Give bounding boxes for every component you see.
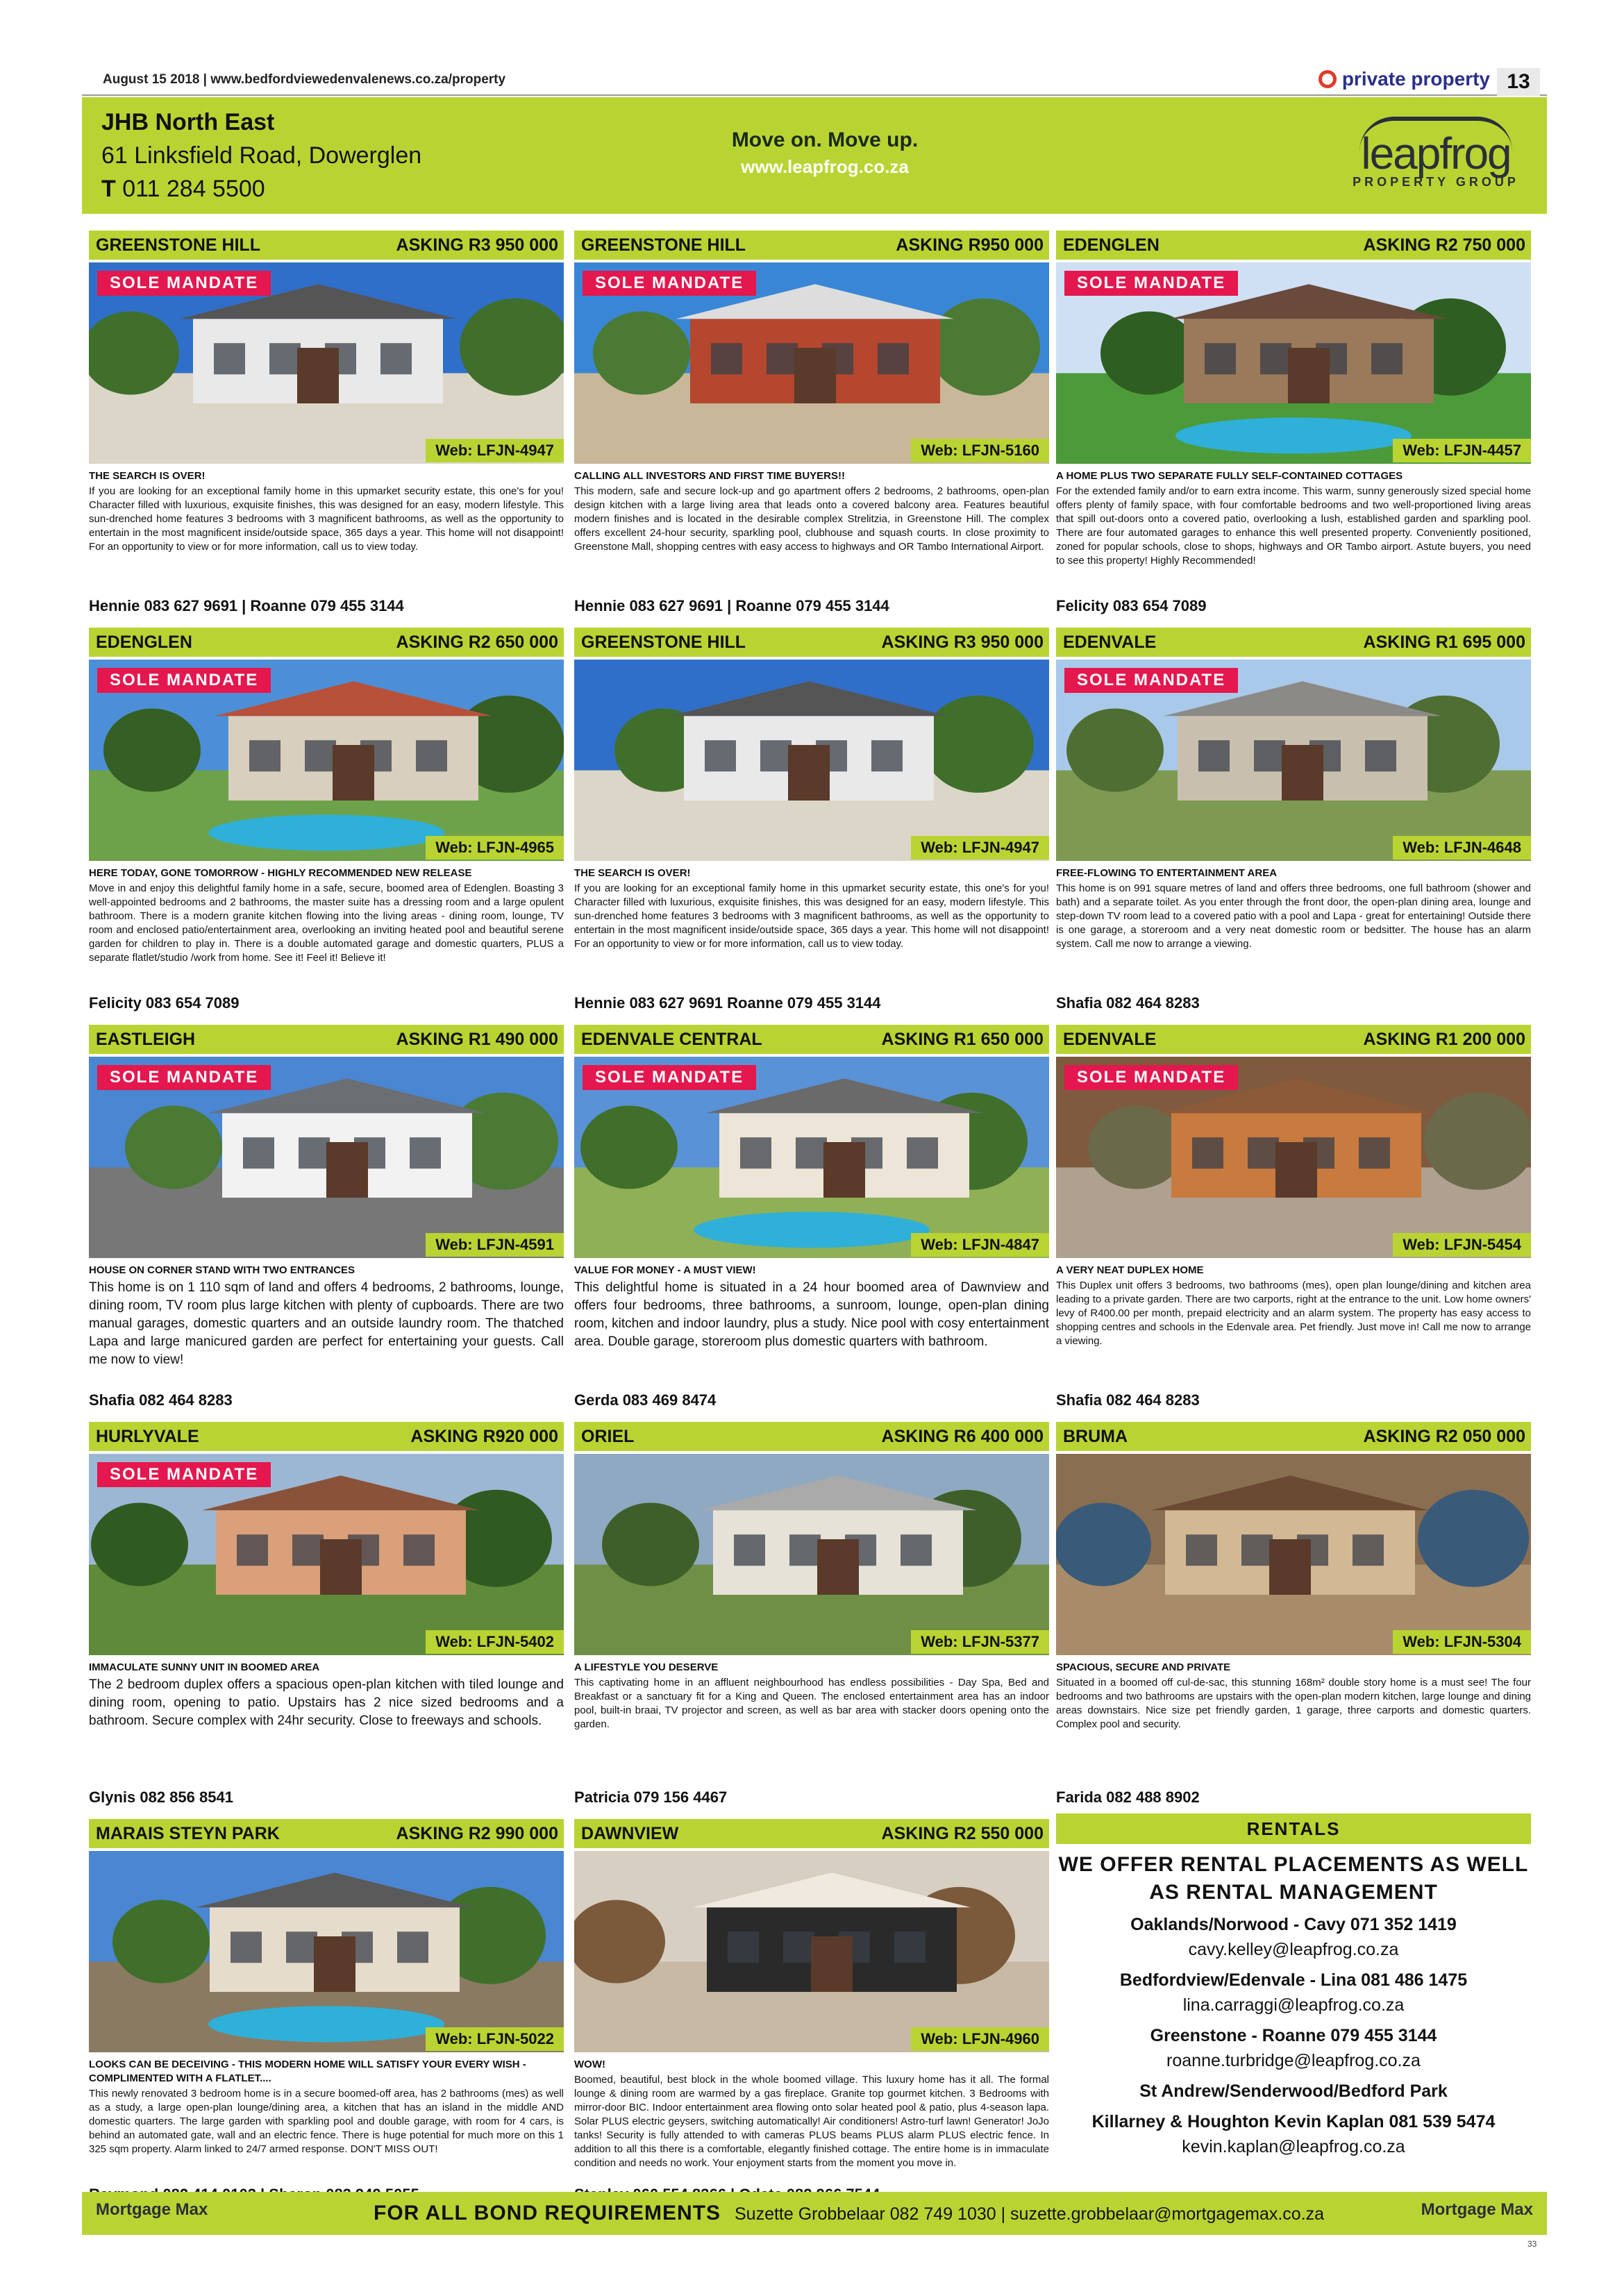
- listing-bar: [574, 628, 1049, 657]
- listing-web-ref[interactable]: Web: LFJN-5304: [1393, 1630, 1531, 1654]
- listing-price: ASKING R3 950 000: [881, 632, 1044, 652]
- rental-contact-email[interactable]: cavy.kelley@leapfrog.co.za: [1188, 1940, 1399, 1959]
- listing-bar: [574, 1025, 1049, 1054]
- listing-price: ASKING R920 000: [410, 1427, 558, 1446]
- listing-card[interactable]: [89, 1422, 564, 1808]
- listing-headline: IMMACULATE SUNNY UNIT IN BOOMED AREA: [89, 1661, 320, 1673]
- listing-headline: FREE-FLOWING TO ENTERTAINMENT AREA: [1056, 867, 1278, 879]
- listing-contact[interactable]: Hennie 083 627 9691 | Roanne 079 455 3144: [89, 597, 404, 614]
- listing-photo[interactable]: [574, 1454, 1049, 1655]
- listing-photo[interactable]: [1056, 1454, 1531, 1655]
- listing-description: Boomed, beautiful, best block in the whole boomed village. This luxury home has it all. The formal lounge & dining room are warmed by a gas fireplace. Granite top gourmet kitchen. 3 Bedrooms with mirror-door BIC. Indoor entertainment area flowing onto solar heated pool & patio, plus 4-season lapa. Solar PLUS electric geysers, switching automatically! Air conditioners! Astro-turf lawn! Generator! JoJo tanks! Security is fully attended to with cameras PLUS beams PLUS alarm PLUS electric fence. In addition to all this there is a comfortable, elegantly finished cottage. The entire home is in immaculate condition and needs no work. Your enjoyment starts from the moment you move in.: [574, 2074, 1049, 2169]
- listing-card[interactable]: [1056, 1422, 1531, 1808]
- rental-contact-email[interactable]: lina.carraggi@leapfrog.co.za: [1182, 1995, 1405, 2015]
- listing-description: This modern, safe and secure lock-up and go apartment offers 2 bedrooms, 2 bathrooms, open-plan design kitchen with a large living area that leads onto a covered balcony area. Features beautiful modern finishes and is located in the desirable complex Strelitzia, in Greenstone Hill. The complex offers excellent 24-hour security, sparkling pool, clubhouse and squash courts. In close proximity to Greenstone Mall, shopping centres with easy access to highways and OR Tambo International Airport.: [574, 485, 1049, 553]
- listing-web-ref[interactable]: Web: LFJN-5022: [426, 2027, 564, 2051]
- listing-card[interactable]: [89, 231, 564, 617]
- listing-area: EDENVALE CENTRAL: [581, 1030, 762, 1049]
- office-name: JHB North East: [101, 109, 275, 135]
- rental-contact-name: Bedfordview/Edenvale - Lina 081 486 1475: [1119, 1970, 1468, 1990]
- listing-price: ASKING R1 200 000: [1363, 1030, 1525, 1049]
- listing-contact[interactable]: Felicity 083 654 7089: [1056, 597, 1207, 614]
- listing-price: ASKING R6 400 000: [881, 1427, 1044, 1446]
- listing-area: EASTLEIGH: [96, 1030, 196, 1049]
- listing-card[interactable]: [574, 628, 1049, 1014]
- listing-headline: A HOME PLUS TWO SEPARATE FULLY SELF-CONTAINED COTTAGES: [1056, 470, 1403, 482]
- listing-price: ASKING R2 750 000: [1363, 235, 1525, 255]
- listing-price: ASKING R3 950 000: [396, 235, 558, 255]
- sole-mandate-badge: SOLE MANDATE: [583, 271, 756, 296]
- listing-area: GREENSTONE HILL: [581, 632, 746, 652]
- listing-card[interactable]: [1056, 628, 1531, 1014]
- listing-description: This captivating home in an affluent neighbourhood has endless possibilities - Day Spa, Bed and Breakfast or a sanctuary fit for a King and Queen. The enclosed entertainment area has an indoor pool, built-in braai, TV projector and screen, as well as bar area with stacker doors opening onto the garden.: [574, 1677, 1049, 1730]
- office-address: 61 Linksfield Road, Dowerglen: [101, 142, 422, 169]
- leapfrog-logo: [1346, 117, 1526, 190]
- phone-prefix: T: [101, 176, 116, 202]
- listing-bar: [574, 1819, 1049, 1848]
- tagline: Move on. Move up.: [731, 128, 919, 151]
- listing-web-ref[interactable]: Web: LFJN-5160: [911, 439, 1049, 462]
- sole-mandate-badge: SOLE MANDATE: [97, 668, 271, 693]
- office-phone: 011 284 5500: [122, 176, 265, 202]
- listing-contact[interactable]: Shafia 082 464 8283: [1056, 994, 1200, 1012]
- bond-contact[interactable]: Suzette Grobbelaar 082 749 1030 | suzette.grobbelaar@mortgagemax.co.za: [735, 2204, 1325, 2224]
- listing-card[interactable]: [89, 1025, 564, 1411]
- rental-contact-email[interactable]: kevin.kaplan@leapfrog.co.za: [1182, 2137, 1405, 2156]
- sole-mandate-badge: SOLE MANDATE: [97, 1462, 271, 1487]
- agency-header: [82, 97, 1547, 214]
- rental-contact-name: Killarney & Houghton Kevin Kaplan 081 539 5474: [1091, 2112, 1496, 2131]
- rentals-title-line1: WE OFFER RENTAL PLACEMENTS AS WELL: [1058, 1853, 1529, 1876]
- dateline: August 15 2018 | www.bedfordviewedenvalenews.co.za/property: [103, 72, 506, 87]
- rental-contact-name: St Andrew/Senderwood/Bedford Park: [1139, 2081, 1448, 2101]
- listing-description: This delightful home is situated in a 24 hour boomed area of Dawnview and offers four bedrooms, three bathrooms, a sunroom, lounge, open-plan dining room, kitchen and indoor laundry, plus a study. Nice pool with cosy entertainment area. Double garage, storeroom plus domestic quarters with bathroom.: [574, 1280, 1049, 1349]
- website-link[interactable]: www.leapfrog.co.za: [741, 156, 909, 177]
- location-pin-icon: [1319, 70, 1337, 88]
- listing-description: The 2 bedroom duplex offers a spacious open-plan kitchen with tiled lounge and dining room, opening to patio. Upstairs has 2 nice sized bedrooms and a bathroom. Secure complex with 24hr security. Close to freeways and schools.: [89, 1677, 564, 1728]
- listing-bar: [89, 1422, 564, 1451]
- listing-contact[interactable]: Hennie 083 627 9691 | Roanne 079 455 3144: [574, 597, 889, 614]
- sole-mandate-badge: SOLE MANDATE: [583, 1065, 756, 1090]
- listing-web-ref[interactable]: Web: LFJN-4847: [911, 1233, 1049, 1257]
- listing-web-ref[interactable]: Web: LFJN-5454: [1393, 1233, 1531, 1257]
- listing-contact[interactable]: Glynis 082 856 8541: [89, 1788, 233, 1806]
- top-strip: [82, 68, 1547, 96]
- listing-contact[interactable]: Gerda 083 469 8474: [574, 1391, 717, 1409]
- listing-bar: [89, 1819, 564, 1848]
- listing-headline: HOUSE ON CORNER STAND WITH TWO ENTRANCES: [89, 1264, 355, 1276]
- sole-mandate-badge: SOLE MANDATE: [97, 1065, 271, 1090]
- listing-headline: HERE TODAY, GONE TOMORROW - HIGHLY RECOMMENDED NEW RELEASE: [89, 867, 472, 879]
- tagline-block: [665, 128, 985, 178]
- listing-description: This home is on 991 square metres of land and offers three bedrooms, one full bathroom (shower and bath) and a separate toilet. As you enter through the front door, the open-plan dining area, lounge and step-down TV room lead to a covered patio with a pool and Lapa - great for entertaining! Outside there is one garage, a storeroom and a very neat domestic room or bedsitter. The house has an alarm system. Call me now to arrange a viewing.: [1056, 882, 1531, 950]
- listing-card[interactable]: [1056, 1025, 1531, 1411]
- listing-price: ASKING R950 000: [896, 235, 1044, 255]
- listing-description: Move in and enjoy this delightful family home in a safe, secure, boomed area of Edenglen. Boasting 3 well-appointed bedrooms and 2 bathrooms, the master suite has a dressing room and a large opulent bathroom. There is a modern granite kitchen flowing into the living areas - dining room, lounge, TV room and enclosed patio/entertainment area, overlooking an inviting heated pool and beautiful serene garden for children to play in. There is a double automated garage and domestic quarters, PLUS a separate flatlet/studio /work from home. See it! Feel it! Believe it!: [89, 882, 564, 964]
- listing-card[interactable]: [89, 628, 564, 1014]
- footer-band: [82, 2192, 1547, 2235]
- listing-description: This Duplex unit offers 3 bedrooms, two bathrooms (mes), open plan lounge/dining and kitchen area leading to a private garden. There are two carports, right at the entrance to the unit. Low home owners' levy of R400.00 per month, prepaid electricity and an alarm system. The property has easy access to shopping centres and schools in the Edenvale area. Pet friendly. Just move in! Call me now to arrange a viewing.: [1056, 1280, 1531, 1347]
- listing-web-ref[interactable]: Web: LFJN-4965: [426, 836, 564, 860]
- listing-area: MARAIS STEYN PARK: [96, 1824, 280, 1843]
- listing-bar: [1056, 628, 1531, 657]
- sole-mandate-badge: SOLE MANDATE: [1064, 668, 1238, 693]
- listing-area: GREENSTONE HILL: [581, 235, 746, 255]
- listing-card[interactable]: [1056, 231, 1531, 617]
- logo-sub: PROPERTY GROUP: [1353, 175, 1519, 189]
- listing-area: EDENVALE: [1063, 632, 1157, 652]
- listing-web-ref[interactable]: Web: LFJN-4960: [911, 2027, 1049, 2051]
- sole-mandate-badge: SOLE MANDATE: [97, 271, 271, 296]
- listing-price: ASKING R2 650 000: [396, 632, 558, 652]
- listing-description: This newly renovated 3 bedroom home is in a secure boomed-off area, has 2 bathrooms (mes) as well as a study, a large open-plan lounge/dining area, a kitchen that has an island in the middle AND domestic quarters. The large garden with sparkling pool and double garage, with room for 4 cars, is behind an automated gate, wall and an electric fence. There is huge potential for much more on this 1 325 sqm property. Alarm linked to 24/7 armed response. DON'T MISS OUT!: [89, 2088, 564, 2155]
- rentals-bar: RENTALS: [1056, 1813, 1531, 1844]
- page-number: 13: [1497, 68, 1540, 96]
- rental-contact-name: Greenstone - Roanne 079 455 3144: [1150, 2026, 1437, 2045]
- listing-price: ASKING R1 695 000: [1363, 632, 1525, 652]
- listing-bar: [1056, 231, 1531, 260]
- listing-photo[interactable]: [574, 660, 1049, 861]
- listing-area: ORIEL: [581, 1427, 635, 1446]
- rental-contact-name: Oaklands/Norwood - Cavy 071 352 1419: [1130, 1915, 1457, 1934]
- listing-bar: [574, 231, 1049, 260]
- listing-price: ASKING R2 550 000: [881, 1824, 1044, 1843]
- listing-headline: VALUE FOR MONEY - A MUST VIEW!: [574, 1264, 756, 1276]
- listing-card[interactable]: [574, 1025, 1049, 1411]
- rentals-title-line2: AS RENTAL MANAGEMENT: [1149, 1881, 1438, 1904]
- rental-contact-email[interactable]: roanne.turbridge@leapfrog.co.za: [1166, 2051, 1421, 2070]
- listing-area: EDENVALE: [1063, 1030, 1157, 1049]
- folio: 33: [1527, 2239, 1537, 2249]
- listing-description: Situated in a boomed off cul-de-sac, this stunning 168m² double story home is a must see! The four bedrooms and two bathrooms are upstairs with the open-plan modern kitchen, large lounge and dining areas downstairs. Nice size pet friendly garden, 1 garage, three carports and domestic quarters. Complex pool and security.: [1056, 1677, 1531, 1730]
- listing-web-ref[interactable]: Web: LFJN-4947: [426, 439, 564, 462]
- listing-area: BRUMA: [1063, 1427, 1128, 1446]
- listing-headline: CALLING ALL INVESTORS AND FIRST TIME BUYERS!!: [574, 470, 846, 482]
- listing-web-ref[interactable]: Web: LFJN-4648: [1393, 836, 1531, 860]
- listing-web-ref[interactable]: Web: LFJN-4591: [426, 1233, 564, 1257]
- listing-contact[interactable]: Farida 082 488 8902: [1056, 1788, 1200, 1806]
- listing-description: For the extended family and/or to earn extra income. This warm, sunny generously sized special home offers plenty of family space, with four comfortable bedrooms and two well-proportioned living areas that spill out-doors onto a covered patio, overlooking a lush, established garden and sparkling pool. There are four automated garages to enhance this well presented property. Conveniently positioned, zoned for popular schools, close to shops, highways and OR Tambo airport. Astute buyers, you need to see this property! Highly Recommended!: [1056, 485, 1531, 567]
- listing-bar: [89, 628, 564, 657]
- rentals-panel: [1056, 1813, 1531, 2168]
- listing-contact[interactable]: Shafia 082 464 8283: [1056, 1391, 1200, 1409]
- listing-headline: A VERY NEAT DUPLEX HOME: [1056, 1264, 1204, 1276]
- listing-contact[interactable]: Hennie 083 627 9691 Roanne 079 455 3144: [574, 994, 881, 1012]
- listing-price: ASKING R1 650 000: [881, 1030, 1044, 1049]
- listing-headline: THE SEARCH IS OVER!: [574, 867, 691, 879]
- listing-description: This home is on 1 110 sqm of land and offers 4 bedrooms, 2 bathrooms, lounge, dining room, TV room plus large kitchen with plenty of cupboards. There are two manual garages, domestic quarters and an outside laundry room. The thatched Lapa and large manicured garden are perfect for entertaining your guests. Call me now to view!: [89, 1280, 564, 1367]
- office-details: [101, 106, 421, 206]
- rentals-contacts: [1056, 1912, 1531, 2159]
- listing-description: If you are looking for an exceptional family home in this upmarket security estate, this one's for you! Character filled with luxurious, exquisite finishes, this was designed for an easy, modern lifestyle. This sun-drenched home features 3 bedrooms with 3 magnificent bathrooms, as well as the opportunity to entertain in the most magnificent inside/outside space, 365 days a year. This home will not disappoint! For an opportunity to view or for more information, call us to view today.: [574, 882, 1049, 950]
- listing-bar: [89, 231, 564, 260]
- listing-headline: SPACIOUS, SECURE AND PRIVATE: [1056, 1661, 1231, 1673]
- listing-area: GREENSTONE HILL: [96, 235, 261, 255]
- listing-contact[interactable]: Patricia 079 156 4467: [574, 1788, 728, 1806]
- listing-contact[interactable]: Shafia 082 464 8283: [89, 1391, 233, 1409]
- listing-area: HURLYVALE: [96, 1427, 199, 1446]
- sole-mandate-badge: SOLE MANDATE: [1064, 271, 1238, 296]
- listing-headline: A LIFESTYLE YOU DESERVE: [574, 1661, 719, 1673]
- listing-web-ref[interactable]: Web: LFJN-4947: [911, 836, 1049, 860]
- listing-card[interactable]: [574, 231, 1049, 617]
- private-property-brand[interactable]: [1319, 68, 1490, 90]
- rentals-title: [1056, 1851, 1531, 1907]
- listing-area: EDENGLEN: [1063, 235, 1160, 255]
- logo-word: leapfrog: [1361, 128, 1511, 178]
- listing-bar: [1056, 1422, 1531, 1451]
- listing-price: ASKING R2 050 000: [1363, 1427, 1525, 1446]
- brand-label: private property: [1341, 68, 1490, 90]
- listing-photo[interactable]: [574, 1851, 1049, 2052]
- listing-web-ref[interactable]: Web: LFJN-4457: [1393, 439, 1531, 462]
- listing-bar: [89, 1025, 564, 1054]
- mortgage-max-logo-right: Mortgage Max: [1421, 2200, 1533, 2219]
- listing-headline: WOW!: [574, 2059, 605, 2070]
- sole-mandate-badge: SOLE MANDATE: [1064, 1065, 1238, 1090]
- bond-text: FOR ALL BOND REQUIREMENTS: [374, 2202, 721, 2224]
- listing-web-ref[interactable]: Web: LFJN-5402: [426, 1630, 564, 1654]
- listing-web-ref[interactable]: Web: LFJN-5377: [911, 1630, 1049, 1654]
- listing-headline: THE SEARCH IS OVER!: [89, 470, 206, 482]
- listing-area: DAWNVIEW: [581, 1824, 679, 1843]
- listing-card[interactable]: [574, 1819, 1049, 2205]
- listing-card[interactable]: [574, 1422, 1049, 1808]
- listing-description: If you are looking for an exceptional family home in this upmarket security estate, this one's for you! Character filled with luxurious, exquisite finishes, this was designed for an easy, modern lifestyle. This sun-drenched home features 3 bedrooms with 3 magnificent bathrooms, as well as the opportunity to entertain in the most magnificent inside/outside space, 365 days a year. This home will not disappoint! For an opportunity to view or for more information, call us to view today.: [89, 485, 564, 553]
- listing-photo[interactable]: [89, 1851, 564, 2052]
- mortgage-max-logo-left: Mortgage Max: [96, 2200, 208, 2219]
- listing-price: ASKING R2 990 000: [396, 1824, 558, 1843]
- listing-contact[interactable]: Felicity 083 654 7089: [89, 994, 240, 1012]
- listing-card[interactable]: [89, 1819, 564, 2205]
- listing-bar: [574, 1422, 1049, 1451]
- listing-headline: LOOKS CAN BE DECEIVING - THIS MODERN HOME WILL SATISFY YOUR EVERY WISH - COMPLIMENTED WITH A FLATLET....: [89, 2059, 526, 2084]
- listing-price: ASKING R1 490 000: [396, 1030, 558, 1049]
- listing-area: EDENGLEN: [96, 632, 192, 652]
- listing-bar: [1056, 1025, 1531, 1054]
